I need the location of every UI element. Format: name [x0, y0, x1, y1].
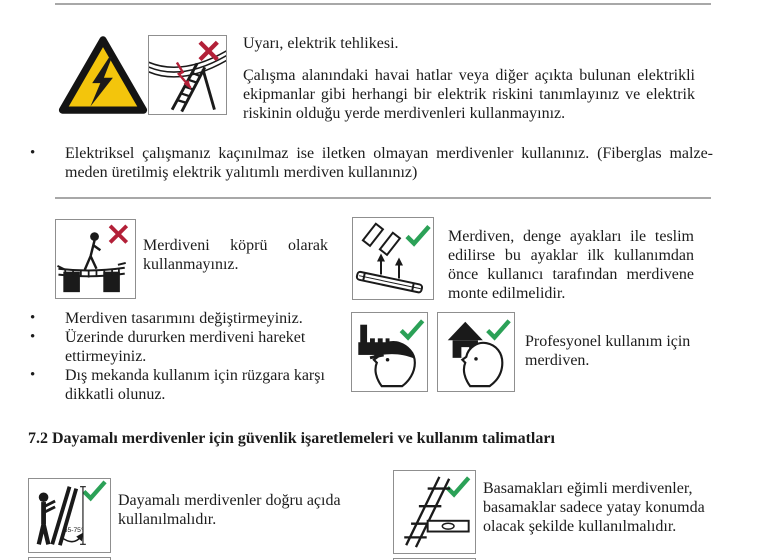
- worker-helmet-icon: [351, 312, 428, 392]
- bullet-item: [30, 366, 360, 404]
- stabilizer-rule-text: Merdiven, denge ayakları ile teslim edilirse bu ayaklar ilk kullanımdan önce kullanıcı tarafından merdivene monte edilmelidir.: [448, 228, 694, 302]
- electric-warning-triangle-icon: [58, 34, 148, 116]
- bullet-text: Merdiven tasarımını değiştirmeyiniz.: [65, 310, 303, 327]
- stabilizer-bar-icon: [352, 217, 434, 300]
- section-heading: 7.2 Dayamalı merdivenler için güvenlik işaretlemeleri ve kullanım talimatları: [28, 430, 555, 447]
- bullet-text: Dış mekanda kullanım için rüzgara karşı dikkatli olunuz.: [65, 367, 325, 403]
- ladder-powerline-hazard-icon: [148, 35, 227, 115]
- electric-bullet-text: Elektriksel çalışmanız kaçınılmaz ise iletken olmayan merdivenler kullanınız. (Fiberglas malzemeden üretilmiş elektrik yalıtımlı merdiven kullanınız): [65, 145, 713, 181]
- bullet-item: [30, 309, 360, 328]
- house-user-icon: [437, 312, 515, 392]
- leaning-angle-icon: [28, 478, 111, 553]
- section-divider: [55, 197, 711, 199]
- bullet-marker: •: [30, 145, 36, 161]
- bullet-text: Üzerinde dururken merdiveni hareket ettirmeyiniz.: [65, 329, 306, 365]
- warning-title: Uyarı, elektrik tehlikesi.: [243, 35, 399, 52]
- professional-rule-text: Profesyonel kullanım için merdiven.: [525, 333, 691, 369]
- warning-body: Çalışma alanındaki havai hatlar veya diğer açıkta bulunan elektrikli ekipmanlar gibi herhangi bir elektrik riskini tanımlayınız ve elektrik riskinin olduğu yerde merdivenleri kullanmayınız.: [243, 67, 695, 122]
- safety-bullet-list: [30, 309, 360, 404]
- top-divider: [55, 3, 711, 5]
- bullet-marker: •: [30, 367, 36, 383]
- angle-label: 65-75°: [63, 526, 84, 534]
- bullet-marker: •: [30, 310, 36, 326]
- inclined-steps-level-icon: [393, 470, 476, 554]
- angle-rule-text: Dayamalı merdivenler doğru açıda kullanılmalıdır.: [118, 492, 341, 528]
- bridge-rule-text: Merdiveni köprü olarak kullanmayınız.: [143, 237, 328, 273]
- bullet-marker: •: [30, 329, 36, 345]
- bullet-item: [30, 328, 360, 366]
- level-rule-text: Basamakları eğimli merdivenler, basamaklar sadece yatay konumda olacak şekilde kullanılmalıdır.: [483, 480, 705, 535]
- electric-bullet-item: [30, 144, 713, 182]
- ladder-as-bridge-prohibited-icon: [55, 219, 136, 299]
